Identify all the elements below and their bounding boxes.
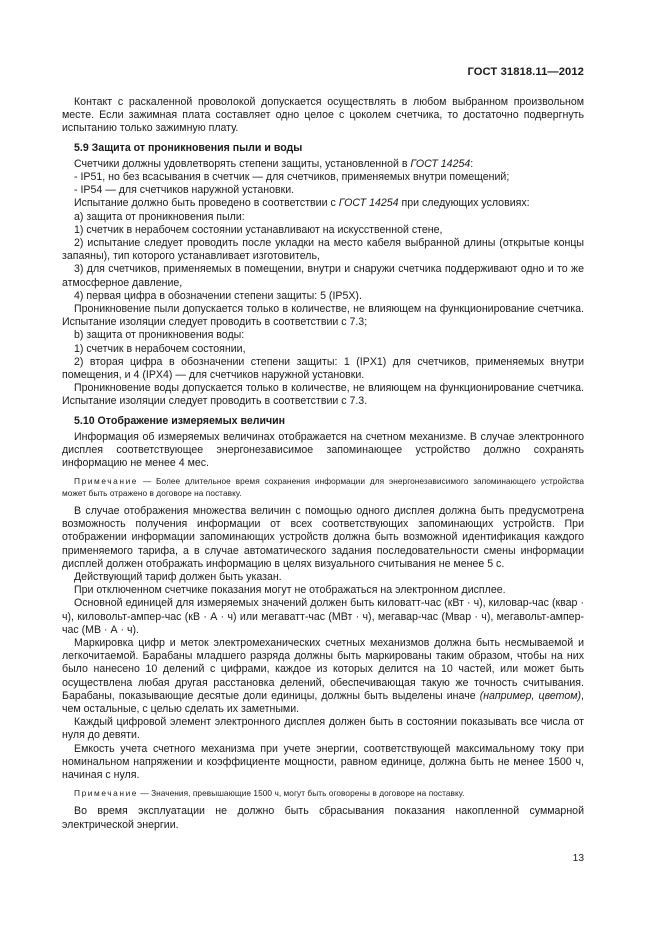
standard-reference: ГОСТ 14254 (338, 197, 399, 210)
page-content (62, 96, 584, 832)
list-item: 1) счетчик в нерабочем состоянии, (74, 342, 246, 355)
note: Примечание — Значения, превышающие 1500 ч, могут быть оговорены в договоре на поставку. (74, 788, 465, 799)
section-5-10-heading: 5.10 Отображение измеряемых величин (74, 414, 286, 427)
paragraph: При отключенном счетчике показания могут не отображаться на электронном дисплее. (74, 584, 506, 597)
paragraph: Маркировка цифр и меток электромеханических счетных механизмов должна быть несмываемой и легкочитаемой. Барабаны младшего разряда должны быть маркированы таким образом, чтобы на них было нанесено 10 делений с цифрами, каждое из которых делится на 10 частей, или может быть осуществлена любая другая расстановка делений, обеспечивающая такую же точность считывания. Барабаны, показывающие десятые доли единицы, должны быть выделены иначе (например, цветом), чем остальные, с целью сделать их заметными. (62, 636, 584, 715)
section-5-9-heading: 5.9 Защита от проникновения пыли и воды (74, 141, 303, 154)
list-item: 3) для счетчиков, применяемых в помещении, внутри и снаружи счетчика поддерживают одно и то же атмосферное давление, (62, 263, 584, 289)
paragraph: Емкость учета счетного механизма при учете энергии, соответствующей максимальному току при номинальном напряжении и коэффициенте мощности, равном единице, должна быть не менее 1500 ч, начиная с нуля. (62, 742, 584, 781)
paragraph: Основной единицей для измеряемых значений должен быть киловатт-час (кВт · ч), киловар-час (квар · ч), киловольт-ампер-час (кВ · А · ч) или мегаватт-час (МВт · ч), мегавар-час (Мвар · ч), мегавольт-ампер-час (МВ · А · ч). (62, 597, 584, 636)
list-item: - IP51, но без всасывания в счетчик — для счетчиков, применяемых внутри помещений; (74, 171, 510, 184)
list-item: - IP54 — для счетчиков наружной установки. (74, 184, 295, 197)
paragraph-hot-wire: Контакт с раскаленной проволокой допускается осуществлять в любом выбранном произвольном месте. Если зажимная плата составляет одно целое с цоколем счетчика, то достаточно подвергнуть испытанию только зажимную плату. (62, 96, 584, 135)
paragraph: Действующий тариф должен быть указан. (74, 570, 282, 583)
page-number: 13 (572, 853, 584, 864)
paragraph: Испытание должно быть проведено в соответствии с ГОСТ 14254 при следующих условиях: (74, 197, 530, 210)
note: Примечание — Более длительное время сохранения информации для энергонезависимого запоминающего устройства может быть отражено в договоре на поставку. (62, 476, 584, 498)
paragraph: Во время эксплуатации не должно быть сбрасывания показания накопленной суммарной электрической энергии. (62, 805, 584, 831)
standard-reference: ГОСТ 14254 (410, 157, 471, 170)
paragraph: Каждый цифровой элемент электронного дисплея должен быть в состоянии показывать все числа от нуля до девяти. (62, 716, 584, 742)
document-id: ГОСТ 31818.11—2012 (467, 66, 584, 78)
list-item: 1) счетчик в нерабочем состоянии устанавливают на искусственной стене, (74, 223, 443, 236)
paragraph: В случае отображения множества величин с помощью одного дисплея должна быть предусмотрена возможность получения информации от всех соответствующих запоминающих устройств. При отображении информации запоминающих устройств должна быть возможной идентификация каждого применяемого тарифа, а в случае автоматического задания последовательности смены информации дисплей должен отображать информацию в целях визуального считывания не менее 5 с. (62, 504, 584, 570)
paragraph: Счетчики должны удовлетворять степени защиты, установленной в ГОСТ 14254: (74, 157, 474, 170)
list-item: 2) испытание следует проводить после укладки на место кабеля выбранной длины (открытые концы запаяны), тип которого устанавливает изготовитель, (62, 237, 584, 263)
paragraph: Проникновение воды допускается только в количестве, не влияющем на функционирование счетчика. Испытание изоляции следует проводить в соответствии с 7.3. (62, 382, 584, 408)
note-label: Примечание (74, 788, 139, 799)
list-item: b) защита от проникновения воды: (74, 329, 245, 342)
list-item: 4) первая цифра в обозначении степени защиты: 5 (IP5X). (74, 289, 362, 302)
list-item: а) защита от проникновения пыли: (74, 210, 245, 223)
paragraph: Проникновение пыли допускается только в количестве, не влияющем на функционирование счетчика. Испытание изоляции следует проводить в соответствии с 7.3; (62, 303, 584, 329)
list-item: 2) вторая цифра в обозначении степени защиты: 1 (IPX1) для счетчиков, применяемых внутри помещения, и 4 (IPX4) — для счетчиков наружной установки. (62, 355, 584, 382)
note-label: Примечание (74, 476, 139, 487)
paragraph: Информация об измеряемых величинах отображается на счетном механизме. В случае электронного дисплея соответствующее энергонезависимое запоминающее устройство должно сохранять информацию не менее 4 мес. (62, 430, 584, 470)
